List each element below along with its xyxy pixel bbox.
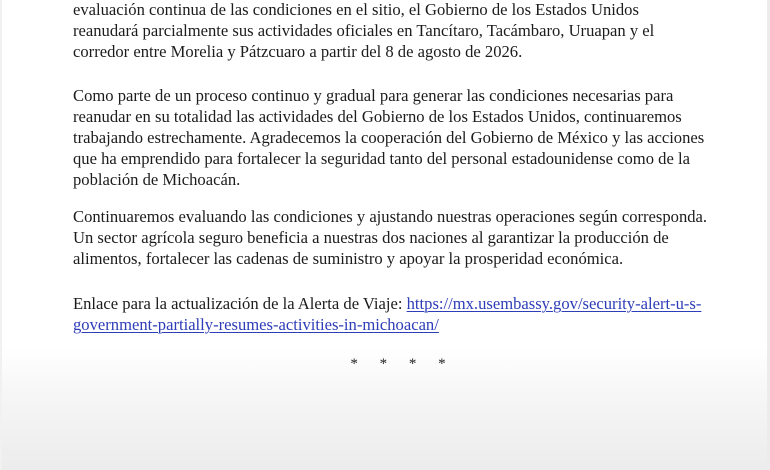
text-line: evaluación continua de las condiciones en el sitio, el Gobierno de los Estados Unidos bbox=[73, 0, 639, 19]
text-line bbox=[73, 293, 701, 314]
text-line: reanudar en su totalidad las actividades del Gobierno de los Estados Unidos, continuaremos bbox=[73, 107, 682, 126]
text-line: Continuaremos evaluando las condiciones y ajustando nuestras operaciones según corresponda. bbox=[73, 207, 708, 226]
paragraph-evaluation bbox=[73, 206, 707, 269]
text-line: alimentos, fortalecer las cadenas de suministro y apoyar la prosperidad económica. bbox=[73, 249, 624, 268]
section-separator: * * * * bbox=[350, 356, 455, 372]
text-line: población de Michoacán. bbox=[73, 170, 241, 189]
text-line: corredor entre Morelia y Pátzcuaro a partir del 8 de agosto de 2026. bbox=[73, 42, 523, 61]
travel-alert-link[interactable]: https://mx.usembassy.gov/security-alert-u-s- bbox=[406, 294, 702, 313]
paragraph-resumption bbox=[73, 0, 654, 62]
page-edge-left bbox=[0, 0, 2, 470]
text-line: reanudará parcialmente sus actividades oficiales en Tancítaro, Tacámbaro, Uruapan y el bbox=[73, 21, 655, 40]
paragraph-travel-alert-link bbox=[73, 293, 701, 335]
travel-alert-link-continued[interactable]: government-partially-resumes-activities-in-michoacan/ bbox=[73, 315, 439, 334]
text-line: trabajando estrechamente. Agradecemos la cooperación del Gobierno de México y las acciones bbox=[73, 128, 705, 147]
text-line: Como parte de un proceso continuo y gradual para generar las condiciones necesarias para bbox=[73, 86, 674, 105]
text-line: que ha emprendido para fortalecer la seguridad tanto del personal estadounidense como de la bbox=[73, 149, 690, 168]
paragraph-cooperation bbox=[73, 85, 704, 190]
text-line bbox=[73, 314, 701, 335]
text-line: Un sector agrícola seguro beneficia a nuestras dos naciones al garantizar la producción de bbox=[73, 228, 669, 247]
link-prefix-text: Enlace para la actualización de la Alerta de Viaje: bbox=[73, 294, 407, 313]
